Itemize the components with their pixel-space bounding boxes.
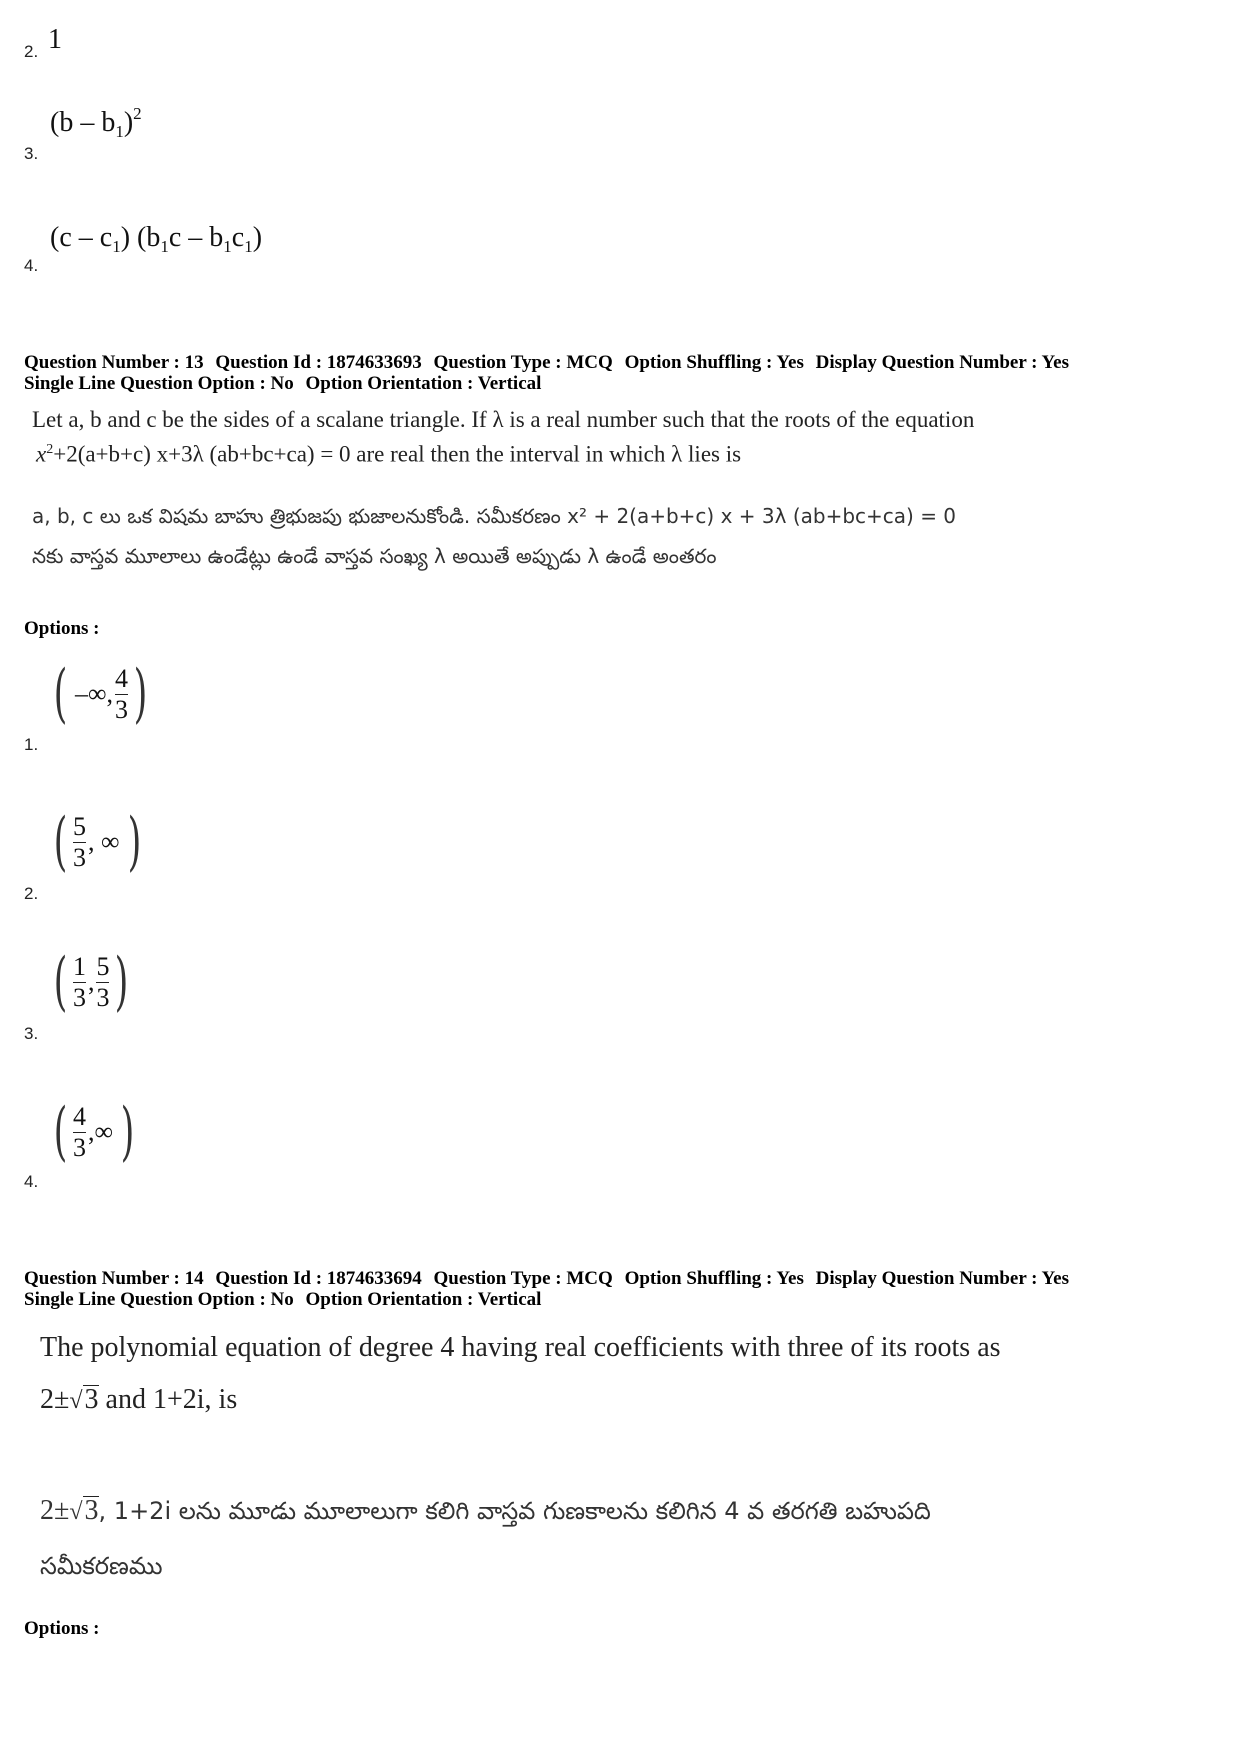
stem-part: and 1+2i, is bbox=[98, 1384, 238, 1415]
stem-part: , 1+2i లను మూడు మూలాలుగా కలిగి వాస్తవ గుణకాలను కలిగిన 4 వ తరగతి బహుపది bbox=[98, 1497, 931, 1525]
stem-line bbox=[32, 435, 974, 470]
denominator: 3 bbox=[96, 982, 110, 1012]
numerator: 4 bbox=[115, 663, 129, 693]
question-header bbox=[24, 352, 1076, 394]
denominator: 3 bbox=[72, 842, 86, 872]
option-2[interactable] bbox=[48, 805, 146, 879]
option-shuffling: Option Shuffling : Yes bbox=[624, 352, 804, 373]
expr-part: ) bbox=[252, 222, 263, 253]
option-number: 3. bbox=[24, 144, 39, 163]
options-label: Options : bbox=[24, 618, 100, 639]
interval-end: ,∞ bbox=[87, 1117, 114, 1146]
stem-line: a, b, c లు ఒక విషమ బాహు త్రిభుజపు భుజాలనుకోండి. సమీకరణం x² + 2(a+b+c) x + 3λ (ab+bc+ca) = 0 bbox=[32, 504, 957, 528]
fraction bbox=[73, 952, 86, 1013]
option-number: 4. bbox=[24, 1172, 39, 1191]
option-number: 2. bbox=[24, 42, 39, 61]
expr-part: (c – c bbox=[50, 222, 113, 253]
left-paren: ( bbox=[53, 657, 68, 731]
question-header bbox=[24, 1268, 1076, 1310]
left-paren: ( bbox=[53, 1095, 68, 1169]
stem-part: 2± bbox=[40, 1384, 70, 1415]
question-stem-english bbox=[32, 405, 974, 470]
options-label: Options : bbox=[24, 1618, 100, 1639]
stem-line: సమీకరణము bbox=[40, 1552, 163, 1580]
stem-line: Let a, b and c be the sides of a scalane triangle. If λ is a real number such that the roots of the equation bbox=[32, 407, 975, 432]
single-line-option: Single Line Question Option : No bbox=[24, 1289, 294, 1310]
expr-sub: 1 bbox=[223, 237, 232, 256]
expr-part: (b – b bbox=[50, 107, 116, 138]
expr-sub: 1 bbox=[160, 237, 169, 256]
option-number: 1. bbox=[24, 735, 39, 754]
denominator: 3 bbox=[115, 694, 129, 724]
option-number: 4. bbox=[24, 256, 39, 275]
right-paren: ) bbox=[120, 1095, 135, 1169]
option-expression bbox=[50, 104, 142, 142]
stem-sup: 2 bbox=[46, 442, 54, 457]
stem-line bbox=[40, 1484, 931, 1539]
question-id: Question Id : 1874633694 bbox=[215, 1268, 422, 1289]
separator: , bbox=[87, 967, 95, 996]
numerator: 1 bbox=[72, 951, 86, 981]
stem-part: +2(a+b+c) x+3λ (ab+bc+ca) = 0 are real then the interval in which λ lies is bbox=[53, 441, 742, 467]
stem-line bbox=[40, 1374, 1001, 1427]
sqrt-icon: √ bbox=[69, 1388, 83, 1414]
right-paren: ) bbox=[133, 657, 148, 731]
expr-part: c – b bbox=[168, 222, 224, 253]
option-3[interactable] bbox=[48, 945, 134, 1019]
expr-part: ) bbox=[123, 107, 134, 138]
option-1[interactable] bbox=[48, 657, 153, 731]
question-stem-english bbox=[40, 1322, 1001, 1427]
question-type: Question Type : MCQ bbox=[433, 352, 613, 373]
single-line-option: Single Line Question Option : No bbox=[24, 373, 294, 394]
interval-start: –∞, bbox=[74, 679, 114, 708]
stem-part: 2± bbox=[40, 1495, 70, 1526]
sqrt-icon: √ bbox=[69, 1499, 83, 1525]
question-number: Question Number : 14 bbox=[24, 1268, 204, 1289]
right-paren: ) bbox=[127, 805, 141, 879]
right-paren: ) bbox=[115, 945, 129, 1019]
expr-sup: 2 bbox=[133, 104, 142, 123]
denominator: 3 bbox=[72, 1132, 86, 1162]
question-stem-telugu bbox=[40, 1484, 931, 1593]
fraction bbox=[73, 1102, 86, 1163]
question-type: Question Type : MCQ bbox=[433, 1268, 613, 1289]
option-orientation: Option Orientation : Vertical bbox=[305, 373, 542, 394]
expr-part: ) (b bbox=[120, 222, 161, 253]
left-paren: ( bbox=[53, 945, 68, 1019]
interval-end: , ∞ bbox=[87, 827, 120, 856]
option-shuffling: Option Shuffling : Yes bbox=[624, 1268, 804, 1289]
option-number: 2. bbox=[24, 884, 39, 903]
expr-part: c bbox=[231, 222, 245, 253]
radicand: 3 bbox=[84, 1495, 99, 1526]
option-orientation: Option Orientation : Vertical bbox=[305, 1289, 542, 1310]
display-question-number: Display Question Number : Yes bbox=[815, 352, 1069, 373]
question-id: Question Id : 1874633693 bbox=[215, 352, 422, 373]
fraction bbox=[73, 812, 86, 873]
option-4[interactable] bbox=[48, 1095, 140, 1169]
expr-sub: 1 bbox=[244, 237, 253, 256]
fraction bbox=[96, 952, 109, 1013]
denominator: 3 bbox=[72, 982, 86, 1012]
numerator: 4 bbox=[72, 1101, 86, 1131]
stem-line: The polynomial equation of degree 4 having real coefficients with three of its roots as bbox=[40, 1332, 1001, 1363]
display-question-number: Display Question Number : Yes bbox=[815, 1268, 1069, 1289]
option-expression bbox=[50, 222, 262, 257]
radicand: 3 bbox=[84, 1384, 99, 1415]
stem-line: నకు వాస్తవ మూలాలు ఉండేట్లు ఉండే వాస్తవ సంఖ్య λ అయితే అప్పుడు λ ఉండే అంతరం bbox=[32, 544, 717, 568]
fraction bbox=[115, 664, 128, 725]
expr-sub: 1 bbox=[115, 122, 124, 141]
option-number: 3. bbox=[24, 1024, 39, 1043]
numerator: 5 bbox=[72, 811, 86, 841]
expr-sub: 1 bbox=[112, 237, 121, 256]
option-expression: 1 bbox=[48, 24, 62, 55]
question-stem-telugu bbox=[32, 496, 956, 576]
numerator: 5 bbox=[96, 951, 110, 981]
left-paren: ( bbox=[53, 805, 68, 879]
question-number: Question Number : 13 bbox=[24, 352, 204, 373]
stem-part: x bbox=[36, 441, 47, 467]
